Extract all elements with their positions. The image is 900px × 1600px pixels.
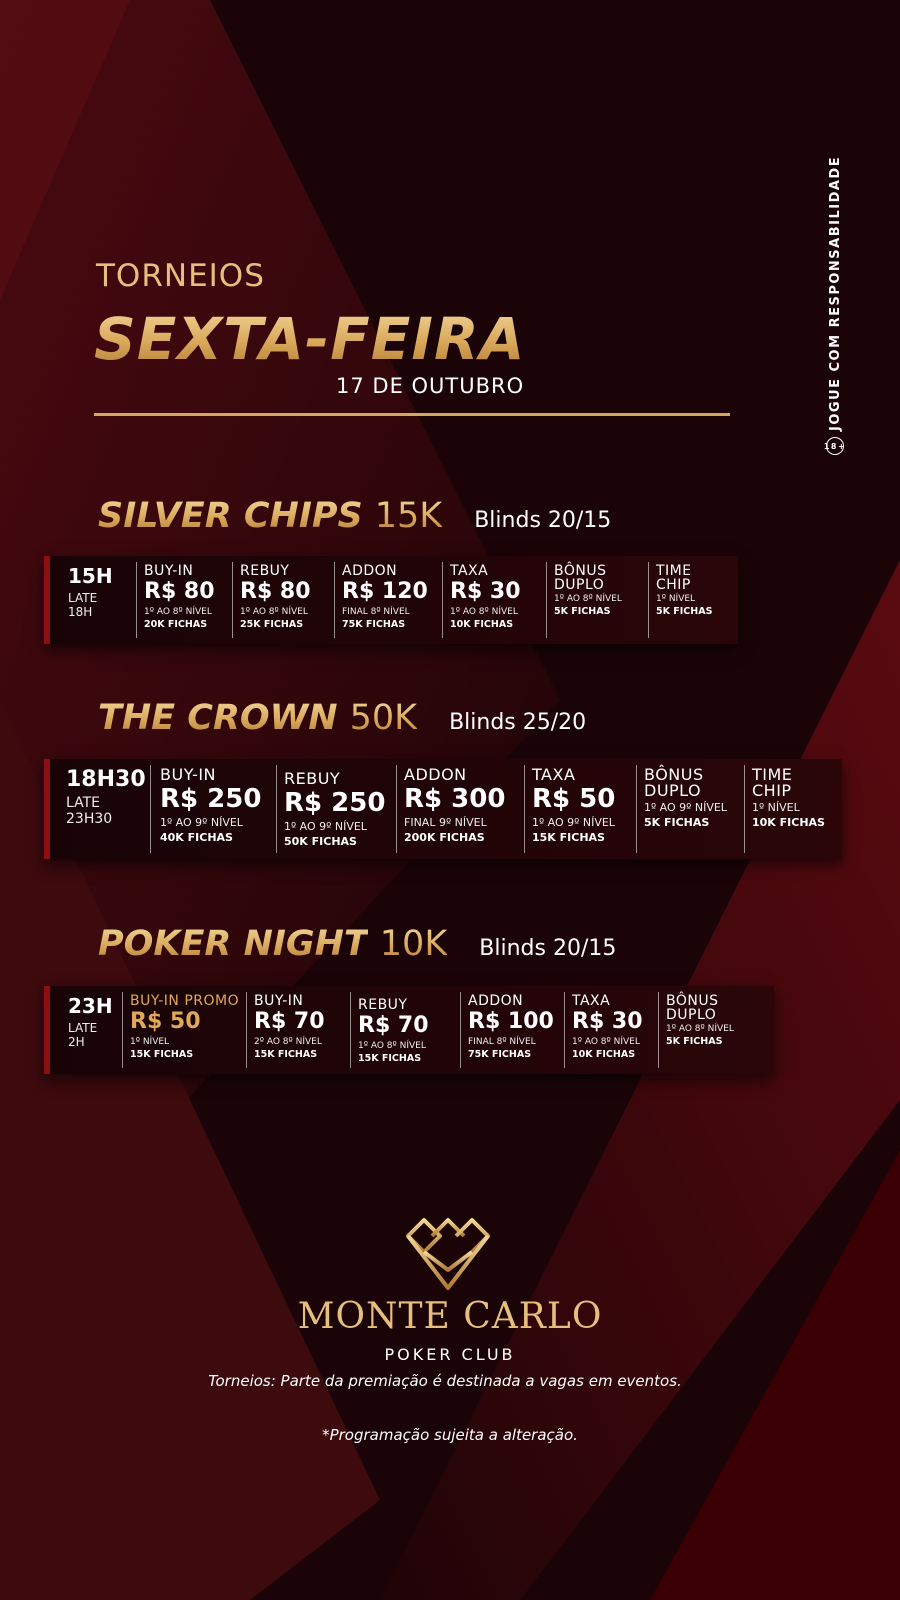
col-level: 1º AO 8º NÍVEL (240, 607, 308, 617)
col-level: 1º NÍVEL (130, 1037, 170, 1047)
col-addon (460, 986, 564, 1074)
late-time: 18H (68, 605, 93, 619)
col-taxa (524, 759, 636, 859)
prize-note: Torneios: Parte da premiação é destinada a vagas em eventos. (208, 1372, 682, 1390)
col-chips: 10K FICHAS (450, 619, 514, 630)
event-date: 17 DE OUTUBRO (336, 374, 525, 398)
col-chips: 75K FICHAS (342, 619, 406, 630)
tournament-name: SILVER CHIPS (98, 496, 363, 536)
col-label: BÔNUS (666, 993, 719, 1009)
col-chips: 5K FICHAS (666, 1036, 723, 1047)
col-level: 1º AO 8º NÍVEL (572, 1037, 640, 1047)
col-value: R$ 80 (144, 579, 215, 604)
col-label: BUY-IN (254, 993, 304, 1009)
col-chips: 10K FICHAS (752, 816, 825, 829)
tournament-blinds: Blinds 25/20 (449, 710, 587, 735)
col-chips: 75K FICHAS (468, 1049, 532, 1060)
late-label: LATE (68, 591, 98, 605)
col-label-2: DUPLO (666, 1007, 717, 1023)
col-label: TAXA (532, 765, 576, 784)
col-level: 1º AO 8º NÍVEL (144, 607, 212, 617)
col-level: 1º AO 9º NÍVEL (532, 816, 615, 829)
start-hour: 15H (68, 564, 113, 588)
col-label: TAXA (572, 993, 611, 1009)
col-label: BUY-IN (160, 765, 217, 784)
col-level: 1º AO 9º NÍVEL (284, 820, 367, 833)
col-buyin-promo (122, 986, 246, 1074)
responsibility-text: JOGUE COM RESPONSABILIDADE (827, 155, 843, 431)
col-chips: 40K FICHAS (160, 831, 233, 844)
tournament-guarantee: 15K (374, 496, 443, 536)
col-label: REBUY (240, 563, 290, 579)
brand-subtitle: POKER CLUB (384, 1345, 516, 1364)
col-label: ADDON (342, 563, 398, 579)
col-level: 1º AO 8º NÍVEL (554, 594, 622, 604)
col-addon (334, 556, 442, 644)
col-buyin (136, 556, 232, 644)
responsibility-note (823, 155, 847, 455)
col-label: TAXA (450, 563, 489, 579)
col-level: 1º AO 9º NÍVEL (644, 801, 727, 814)
col-value: R$ 50 (130, 1009, 201, 1034)
tournament-blinds: Blinds 20/15 (479, 936, 617, 961)
col-level: 1º NÍVEL (752, 801, 800, 814)
col-timechip (744, 759, 842, 859)
header-divider (94, 413, 730, 416)
col-value: R$ 120 (342, 579, 428, 604)
tournament-guarantee: 50K (349, 698, 418, 738)
col-value: R$ 70 (254, 1009, 325, 1034)
col-label-2: DUPLO (554, 577, 605, 593)
col-chips: 50K FICHAS (284, 835, 357, 848)
col-label: BÔNUS (554, 563, 607, 579)
col-value: R$ 50 (532, 784, 616, 814)
col-label-2: CHIP (752, 781, 792, 800)
tournament-title (98, 924, 616, 964)
col-buyin (246, 986, 350, 1074)
col-rebuy (350, 986, 460, 1074)
start-hour: 18H30 (66, 767, 146, 792)
monte-carlo-logo-icon (402, 1214, 498, 1294)
col-label: BÔNUS (644, 765, 704, 784)
col-rebuy (276, 759, 396, 859)
page-title: SEXTA-FEIRA (94, 305, 526, 373)
late-label: LATE (66, 795, 101, 811)
col-level: 1º AO 8º NÍVEL (666, 1024, 734, 1034)
col-chips: 20K FICHAS (144, 619, 208, 630)
tournament-info-bar (44, 986, 774, 1074)
col-rebuy (232, 556, 334, 644)
col-level: FINAL 8º NÍVEL (342, 607, 410, 617)
col-value: R$ 300 (404, 784, 506, 814)
header-kicker: TORNEIOS (96, 258, 265, 294)
col-chips: 15K FICHAS (130, 1049, 194, 1060)
col-label-2: DUPLO (644, 781, 702, 800)
col-label-2: CHIP (656, 577, 691, 593)
col-chips: 25K FICHAS (240, 619, 304, 630)
start-time (44, 986, 122, 1074)
col-chips: 5K FICHAS (656, 606, 713, 617)
col-label: TIME (752, 765, 793, 784)
col-label: REBUY (358, 997, 408, 1013)
start-time (44, 759, 150, 859)
col-chips: 5K FICHAS (644, 816, 710, 829)
col-label: TIME (656, 563, 692, 579)
schedule-disclaimer: *Programação sujeita a alteração. (322, 1426, 578, 1444)
col-value: R$ 80 (240, 579, 311, 604)
col-buyin (150, 759, 276, 859)
col-label: ADDON (468, 993, 524, 1009)
col-level: FINAL 9º NÍVEL (404, 816, 487, 829)
col-bonus (636, 759, 744, 859)
col-bonus (658, 986, 768, 1074)
col-chips: 5K FICHAS (554, 606, 611, 617)
late-time: 2H (68, 1035, 85, 1049)
col-timechip (648, 556, 738, 644)
col-chips: 15K FICHAS (254, 1049, 318, 1060)
brand-name: MONTE CARLO (297, 1296, 603, 1337)
col-level: 1º AO 8º NÍVEL (358, 1041, 426, 1051)
col-label: BUY-IN PROMO (130, 993, 240, 1009)
col-level: 2º AO 8º NÍVEL (254, 1037, 322, 1047)
col-value: R$ 30 (450, 579, 521, 604)
col-label: ADDON (404, 765, 467, 784)
late-time: 23H30 (66, 811, 113, 827)
tournament-name: POKER NIGHT (98, 924, 368, 964)
col-value: R$ 100 (468, 1009, 554, 1034)
col-level: 1º AO 8º NÍVEL (450, 607, 518, 617)
col-chips: 15K FICHAS (532, 831, 605, 844)
col-level: 1º AO 9º NÍVEL (160, 816, 243, 829)
col-chips: 15K FICHAS (358, 1053, 422, 1064)
col-label: BUY-IN (144, 563, 194, 579)
tournament-info-bar (44, 556, 738, 644)
col-taxa (442, 556, 546, 644)
late-label: LATE (68, 1021, 98, 1035)
start-time (44, 556, 136, 644)
col-chips: 10K FICHAS (572, 1049, 636, 1060)
col-level: 1º NÍVEL (656, 594, 696, 604)
col-value: R$ 250 (284, 788, 386, 818)
col-value: R$ 30 (572, 1009, 643, 1034)
col-level: FINAL 8º NÍVEL (468, 1037, 536, 1047)
tournament-info-bar (44, 759, 842, 859)
tournament-blinds: Blinds 20/15 (474, 508, 612, 533)
tournament-title (98, 698, 586, 738)
tournament-guarantee: 10K (379, 924, 448, 964)
col-label: REBUY (284, 769, 341, 788)
col-value: R$ 70 (358, 1013, 429, 1038)
start-hour: 23H (68, 994, 113, 1018)
age-18-icon: 18+ (826, 437, 844, 455)
col-taxa (564, 986, 658, 1074)
col-addon (396, 759, 524, 859)
col-value: R$ 250 (160, 784, 262, 814)
col-bonus (546, 556, 648, 644)
tournament-name: THE CROWN (98, 698, 338, 738)
col-chips: 200K FICHAS (404, 831, 485, 844)
tournament-title (98, 496, 611, 536)
